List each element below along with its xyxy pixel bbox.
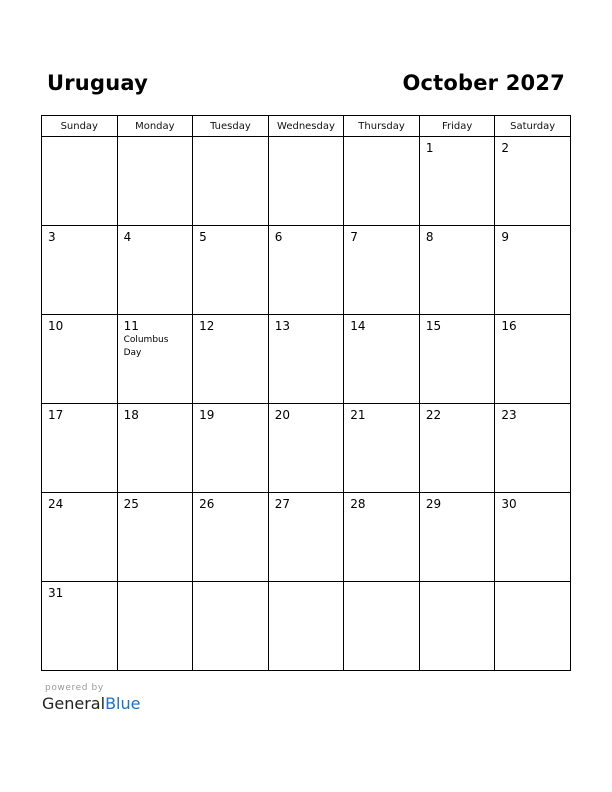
day-number: 16 <box>501 319 517 333</box>
day-number: 26 <box>199 497 215 511</box>
week-row <box>42 226 571 315</box>
weekday-sunday: Sunday <box>42 116 118 137</box>
week-row <box>42 137 571 226</box>
day-cell <box>42 404 118 493</box>
day-cell <box>193 404 269 493</box>
week-row <box>42 315 571 404</box>
weekday-wednesday: Wednesday <box>268 116 344 137</box>
day-cell <box>419 582 495 671</box>
day-number: 3 <box>48 230 56 244</box>
day-cell <box>117 582 193 671</box>
day-cell <box>419 493 495 582</box>
holiday-label: Columbus Day <box>123 335 169 358</box>
day-cell <box>495 582 571 671</box>
day-cell <box>193 582 269 671</box>
week-row <box>42 493 571 582</box>
day-cell <box>268 404 344 493</box>
week-row <box>42 582 571 671</box>
day-number: 25 <box>123 497 139 511</box>
day-number: 18 <box>123 408 139 422</box>
day-cell <box>268 315 344 404</box>
month-title: October 2027 <box>402 71 565 95</box>
weekday-monday: Monday <box>117 116 193 137</box>
day-number: 27 <box>274 497 290 511</box>
day-cell <box>193 493 269 582</box>
day-number: 19 <box>199 408 215 422</box>
day-number: 20 <box>274 408 290 422</box>
day-cell <box>193 315 269 404</box>
day-number: 14 <box>350 319 366 333</box>
day-number: 1 <box>425 141 434 155</box>
day-cell <box>268 226 344 315</box>
day-number: 10 <box>48 319 64 333</box>
weekday-thursday: Thursday <box>344 116 420 137</box>
day-cell <box>193 226 269 315</box>
day-cell <box>495 137 571 226</box>
day-number: 9 <box>501 230 510 244</box>
day-cell <box>344 493 420 582</box>
day-number: 23 <box>501 408 517 422</box>
day-cell <box>495 315 571 404</box>
day-number: 5 <box>199 230 207 244</box>
day-cell <box>495 493 571 582</box>
day-number: 30 <box>501 497 517 511</box>
day-cell <box>268 493 344 582</box>
day-cell <box>42 226 118 315</box>
day-cell <box>344 315 420 404</box>
day-number: 28 <box>350 497 366 511</box>
day-number: 15 <box>425 319 442 333</box>
calendar-body <box>42 137 571 671</box>
day-cell <box>193 137 269 226</box>
calendar-grid <box>41 115 571 671</box>
day-cell <box>268 137 344 226</box>
day-cell <box>344 404 420 493</box>
day-number: 11 <box>123 319 139 333</box>
day-cell <box>419 404 495 493</box>
day-number: 31 <box>48 586 64 600</box>
day-cell <box>117 493 193 582</box>
day-number: 4 <box>123 230 132 244</box>
country-title: Uruguay <box>47 71 148 95</box>
day-cell <box>117 137 193 226</box>
day-cell <box>419 315 495 404</box>
weekday-friday: Friday <box>419 116 495 137</box>
day-number: 13 <box>274 319 290 333</box>
day-cell <box>42 137 118 226</box>
day-number: 6 <box>274 230 283 244</box>
generalblue-logo <box>42 694 140 713</box>
day-number: 12 <box>199 319 215 333</box>
day-number: 17 <box>48 408 64 422</box>
day-cell <box>117 226 193 315</box>
day-cell <box>268 582 344 671</box>
brand-blue: Blue <box>105 694 141 713</box>
day-number: 21 <box>350 408 366 422</box>
week-row <box>42 404 571 493</box>
brand-general: General <box>42 694 106 713</box>
day-cell <box>42 315 118 404</box>
day-cell <box>344 137 420 226</box>
day-number: 8 <box>425 230 434 244</box>
day-number: 22 <box>425 408 442 422</box>
weekday-header-row <box>42 116 571 137</box>
day-number: 2 <box>501 141 510 155</box>
day-number: 29 <box>425 497 442 511</box>
day-cell <box>42 493 118 582</box>
day-cell <box>42 582 118 671</box>
weekday-saturday: Saturday <box>495 116 571 137</box>
day-number: 7 <box>350 230 358 244</box>
powered-by-text: powered by <box>45 683 104 693</box>
day-cell <box>495 226 571 315</box>
weekday-tuesday: Tuesday <box>193 116 269 137</box>
day-cell <box>495 404 571 493</box>
day-cell <box>117 315 193 404</box>
day-cell <box>419 226 495 315</box>
day-cell <box>344 226 420 315</box>
day-cell <box>117 404 193 493</box>
day-number: 24 <box>48 497 64 511</box>
day-cell <box>419 137 495 226</box>
day-cell <box>344 582 420 671</box>
